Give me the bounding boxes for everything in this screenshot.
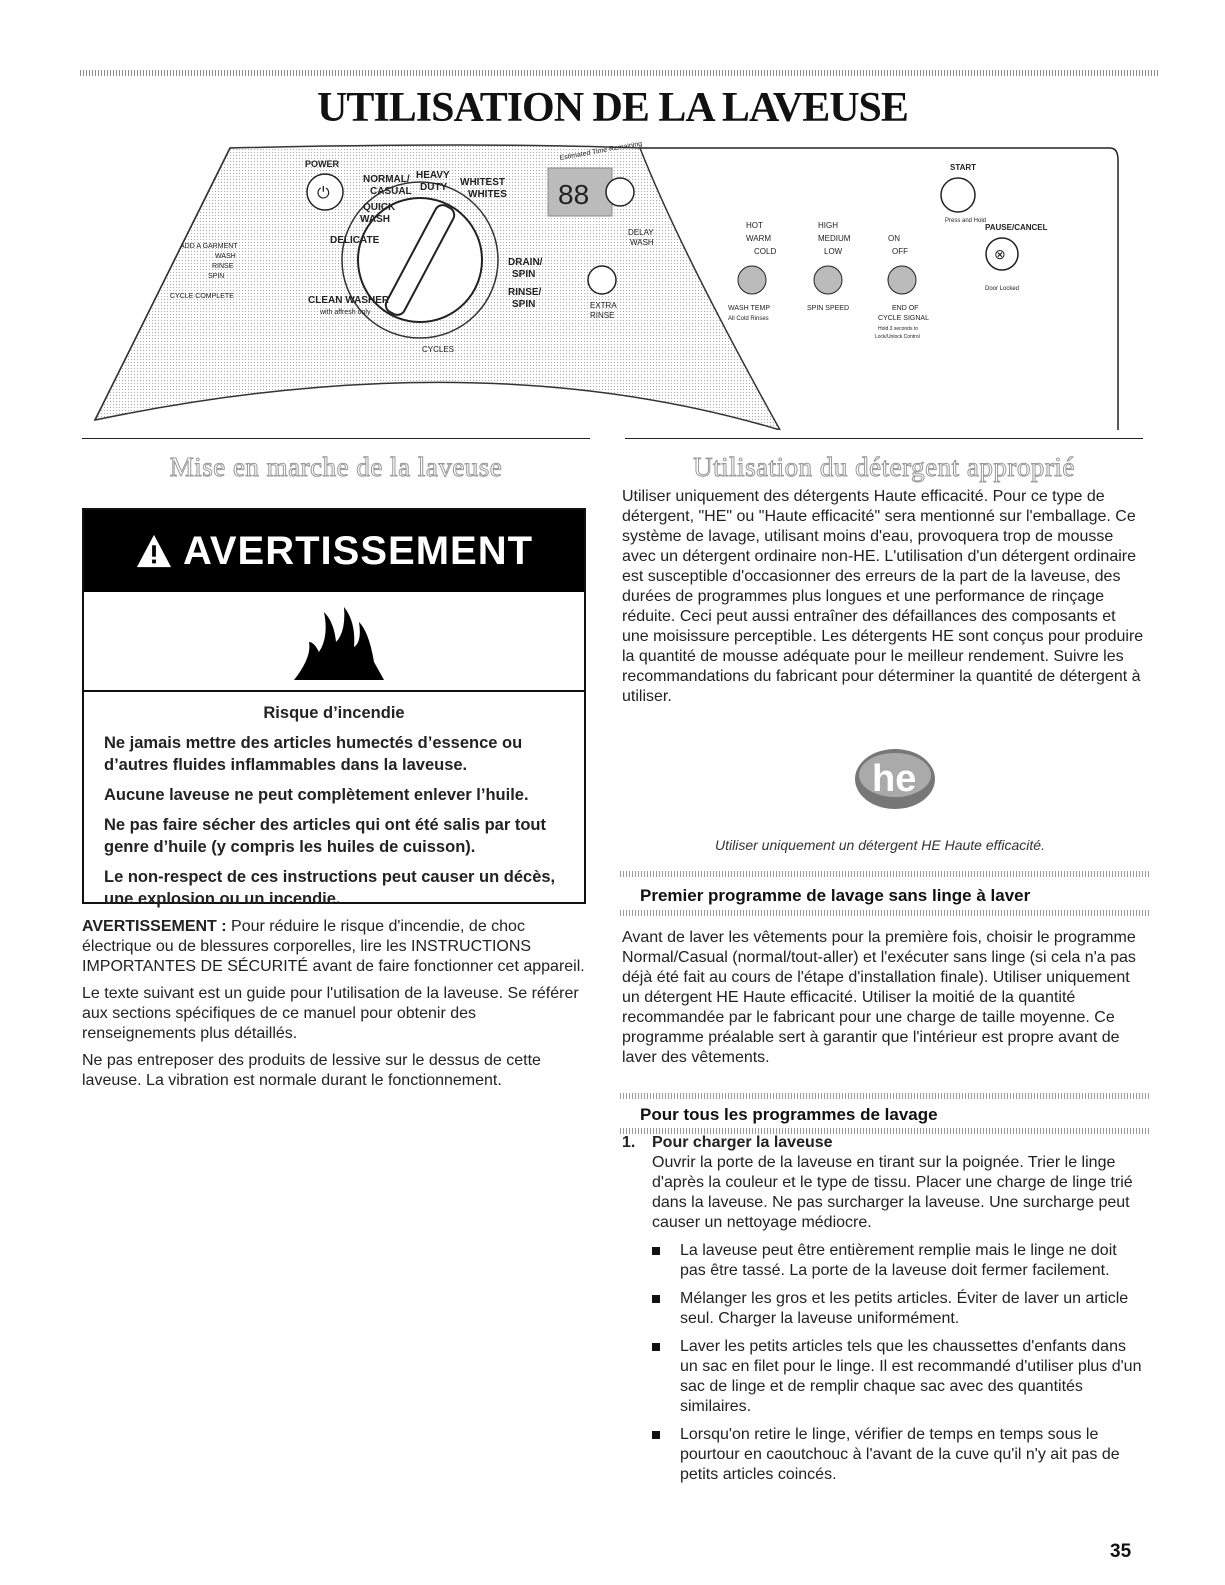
- svg-text:RINSE: RINSE: [590, 311, 615, 320]
- warning-header: [84, 510, 584, 592]
- safety-paragraph: [82, 917, 587, 977]
- svg-text:SPIN SPEED: SPIN SPEED: [807, 305, 850, 312]
- dotted-rule: [620, 910, 1150, 916]
- step-bullets: [652, 1241, 1145, 1485]
- svg-text:HOT: HOT: [746, 221, 763, 230]
- warning-title: AVERTISSEMENT: [182, 528, 534, 573]
- svg-text:ADD A GARMENT: ADD A GARMENT: [180, 243, 238, 250]
- right-section-rule: [625, 438, 1143, 439]
- left-section-rule: [82, 438, 590, 439]
- fire-hazard-icon: [84, 592, 584, 692]
- bullet-item: Laver les petits articles tels que les chaussettes d'enfants dans un sac en filet pour le linge. Il est recommandé d'utiliser plus d'un sac de linge et de remplir chaque sac avec des quantités similaires.: [652, 1337, 1145, 1417]
- svg-text:LOW: LOW: [824, 247, 843, 256]
- page-number: 35: [1110, 1541, 1132, 1562]
- svg-text:SPIN: SPIN: [208, 273, 225, 280]
- step-text: Ouvrir la porte de la laveuse en tirant sur la poignée. Trier le linge d'après la couleur et le type de tissu. Placer une charge de linge trié dans la laveuse. Ne pas surcharger la laveuse. Une surcharge peut causer un nettoyage médiocre.: [652, 1154, 1133, 1231]
- bullet-item: Lorsqu'on retire le linge, vérifier de temps en temps sous le pourtour en caoutchouc à l'avant de la cuve qu'il n'y ait pas de petits articles coincés.: [652, 1425, 1145, 1485]
- svg-text:Lock/Unlock Control: Lock/Unlock Control: [875, 334, 920, 340]
- svg-text:Press and Hold: Press and Hold: [945, 218, 987, 224]
- safety-lead: AVERTISSEMENT :: [82, 918, 227, 935]
- svg-text:CLEAN WASHER: CLEAN WASHER: [308, 295, 390, 306]
- svg-text:DELICATE: DELICATE: [330, 235, 380, 246]
- he-logo-text: he: [872, 758, 917, 800]
- warning-line: Aucune laveuse ne peut complètement enlever l’huile.: [104, 786, 529, 804]
- guide-paragraph: Le texte suivant est un guide pour l'utilisation de la laveuse. Se référer aux sections spécifiques de ce manuel pour obtenir des renseignements plus détaillés.: [82, 985, 579, 1042]
- svg-text:WHITEST: WHITEST: [460, 177, 505, 188]
- svg-text:DRAIN/: DRAIN/: [508, 257, 543, 268]
- svg-text:CYCLE SIGNAL: CYCLE SIGNAL: [878, 315, 929, 322]
- svg-text:QUICK: QUICK: [363, 202, 396, 213]
- all-cycles-heading: Pour tous les programmes de lavage: [640, 1105, 938, 1124]
- svg-text:ON: ON: [888, 234, 900, 243]
- step-title: Pour charger la laveuse: [652, 1134, 833, 1151]
- svg-text:Estimated Time Remaining: Estimated Time Remaining: [559, 140, 643, 162]
- dotted-rule: [620, 871, 1150, 877]
- top-dotted-rule: [80, 70, 1158, 76]
- bullet-square-icon: [652, 1431, 660, 1439]
- svg-text:OFF: OFF: [892, 247, 908, 256]
- svg-text:NORMAL/: NORMAL/: [363, 174, 410, 185]
- warning-line: Le non-respect de ces instructions peut causer un décès, une explosion ou un incendie.: [104, 868, 556, 908]
- svg-text:WHITES: WHITES: [468, 189, 507, 200]
- svg-text:SPIN: SPIN: [512, 299, 536, 310]
- bullet-square-icon: [652, 1247, 660, 1255]
- svg-text:DUTY: DUTY: [420, 182, 448, 193]
- svg-text:⏻: ⏻: [317, 185, 330, 202]
- svg-text:WASH: WASH: [360, 214, 390, 225]
- warning-line: Ne pas faire sécher des articles qui ont été salis par tout genre d’huile (y compris les huiles de cuisson).: [104, 816, 546, 856]
- step-1: [620, 1133, 1145, 1493]
- svg-text:88: 88: [558, 179, 590, 210]
- svg-text:All Cold Rinses: All Cold Rinses: [728, 316, 769, 322]
- panel-cycles-label: CYCLES: [422, 345, 455, 354]
- svg-text:⊗: ⊗: [994, 246, 1006, 262]
- warning-line: Ne jamais mettre des articles humectés d’essence ou d’autres fluides inflammables dans la laveuse.: [104, 734, 523, 774]
- svg-text:with affresh only: with affresh only: [320, 309, 371, 316]
- warning-risk: Risque d’incendie: [263, 704, 405, 722]
- he-caption: Utiliser uniquement un détergent HE Haute efficacité.: [715, 837, 1045, 853]
- control-panel-illustration: [80, 140, 1120, 430]
- svg-text:WASH TEMP: WASH TEMP: [728, 305, 771, 312]
- svg-text:Door Locked: Door Locked: [985, 286, 1020, 292]
- detergent-paragraph: Utiliser uniquement des détergents Haute efficacité. Pour ce type de détergent, "HE" ou "Haute efficacité" sera mentionné sur l'emballage. Ce système de lavage, utilisant moins d'eau, provoquera trop de mousse avec un détergent ordinaire non-HE. L'utilisation d'un détergent ordinaire est susceptible d'occasionner des erreurs de la part de la laveuse, des durées de programmes plus longues et une performance de rinçage réduite. Ceci peut aussi entraîner des défaillances des composants et une moisissure perceptible. Les détergents HE sont conçus pour produire la quantité de mousse adéquate pour le meilleur rendement. Suivre les recommandations du fabricant pour déterminer la quantité de détergent à utiliser.: [622, 488, 1144, 705]
- svg-text:Hold 3 seconds to: Hold 3 seconds to: [878, 326, 919, 332]
- svg-text:WARM: WARM: [746, 234, 772, 243]
- bullet-square-icon: [652, 1295, 660, 1303]
- svg-text:HIGH: HIGH: [818, 221, 838, 230]
- svg-text:DELAY: DELAY: [628, 228, 654, 237]
- svg-text:PAUSE/CANCEL: PAUSE/CANCEL: [985, 223, 1048, 232]
- he-logo-icon: [850, 745, 940, 813]
- first-wash-paragraph: Avant de laver les vêtements pour la première fois, choisir le programme Normal/Casual (normal/tout-aller) et l'exécuter sans linge (si cela n'a pas déjà été fait au cours de l'étape d'installation finale). Utiliser uniquement un détergent HE Haute efficacité. Utiliser la moitié de la quantité recommandée par le fabricant pour une charge de taille moyenne. Ce programme préalable sert à garantir que l'intérieur est propre avant de laver des vêtements.: [622, 929, 1136, 1066]
- warning-box: [82, 508, 586, 908]
- svg-text:RINSE: RINSE: [212, 263, 234, 270]
- svg-text:EXTRA: EXTRA: [590, 301, 617, 310]
- svg-text:WASH: WASH: [630, 238, 654, 247]
- svg-text:HEAVY: HEAVY: [416, 170, 450, 181]
- bullet-item: La laveuse peut être entièrement remplie mais le linge ne doit pas être tassé. La porte de la laveuse doit fermer facilement.: [652, 1241, 1145, 1281]
- bullet-square-icon: [652, 1343, 660, 1351]
- page-title: UTILISATION DE LA LAVEUSE: [317, 85, 908, 131]
- svg-text:SPIN: SPIN: [512, 269, 536, 280]
- first-wash-heading: Premier programme de lavage sans linge à laver: [640, 886, 1031, 905]
- left-body-text: [82, 917, 587, 1098]
- warning-triangle-icon: [135, 532, 173, 570]
- svg-text:END OF: END OF: [892, 305, 919, 312]
- bullet-item: Mélanger les gros et les petits articles. Éviter de laver un article seul. Charger la laveuse uniformément.: [652, 1289, 1145, 1329]
- step-number: 1.: [622, 1134, 636, 1151]
- svg-text:WASH: WASH: [215, 253, 236, 260]
- right-section-heading: Utilisation du détergent approprié: [693, 452, 1075, 482]
- left-section-heading: Mise en marche de la laveuse: [169, 452, 503, 482]
- svg-text:CYCLE COMPLETE: CYCLE COMPLETE: [170, 293, 234, 300]
- safety-text: Pour réduire le risque d'incendie, de choc électrique ou de blessures corporelles, lire les INSTRUCTIONS IMPORTANTES DE SÉCURITÉ avant de faire fonctionner cet appareil.: [82, 918, 585, 975]
- svg-text:START: START: [950, 163, 977, 172]
- svg-text:COLD: COLD: [754, 247, 777, 256]
- panel-power-label: POWER: [305, 159, 340, 169]
- storage-paragraph: Ne pas entreposer des produits de lessive sur le dessus de cette laveuse. La vibration est normale durant le fonctionnement.: [82, 1052, 541, 1089]
- dotted-rule: [620, 1093, 1150, 1099]
- svg-text:MEDIUM: MEDIUM: [818, 234, 851, 243]
- svg-text:RINSE/: RINSE/: [508, 287, 542, 298]
- svg-text:CASUAL: CASUAL: [370, 186, 412, 197]
